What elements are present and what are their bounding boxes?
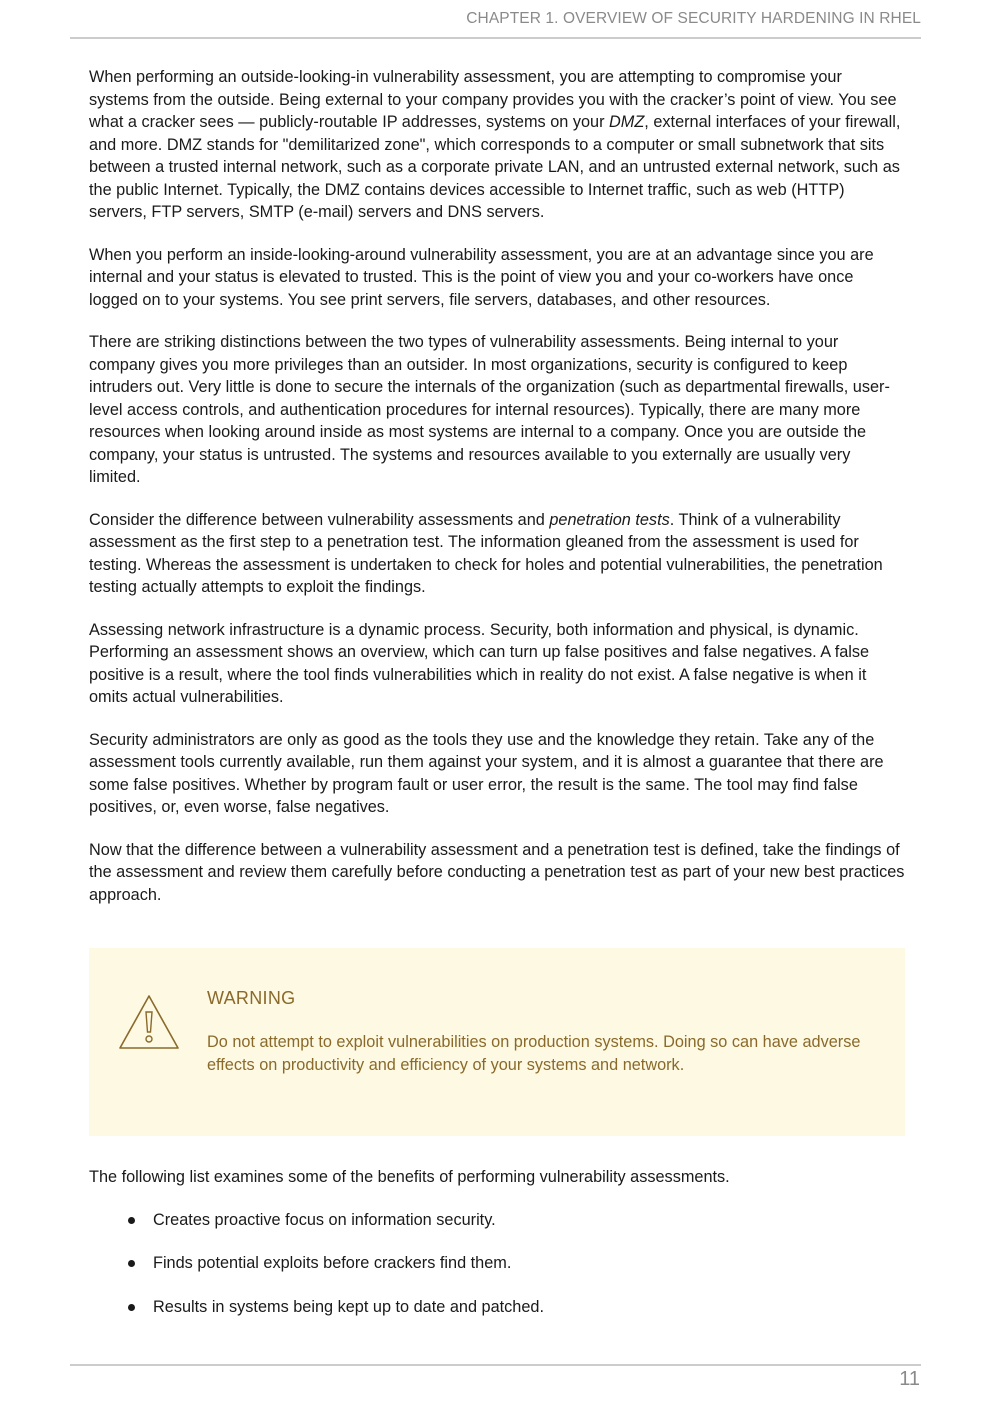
emphasis-penetration-tests: penetration tests xyxy=(549,510,670,529)
emphasis-dmz: DMZ xyxy=(609,113,645,131)
paragraph-inside-assessment: When you perform an inside-looking-around vulnerability assessment, you are at an advantage since you are internal and your status is elevated to trusted. This is the point of view you and your co-workers have once logged on to your systems. You see print servers, file servers, databases, and other resources. xyxy=(89,245,874,309)
paragraph-network-infrastructure: Assessing network infrastructure is a dynamic process. Security, both information and physical, is dynamic. Performing an assessment shows an overview, which can turn up false positives and false negatives. A false positive is a result, where the tool finds vulnerabilities which in reality do not exist. A false negative is when it omits actual vulnerabilities. xyxy=(89,620,870,706)
list-item-text: Results in systems being kept up to date and patched. xyxy=(153,1297,544,1316)
bullet-icon xyxy=(128,1304,135,1311)
list-intro: The following list examines some of the benefits of performing vulnerability assessments. xyxy=(89,1168,730,1186)
benefits-list xyxy=(89,1209,905,1319)
page-number: 11 xyxy=(899,1368,920,1390)
paragraph-penetration-tests xyxy=(89,509,905,599)
list-item-text: Creates proactive focus on information security. xyxy=(153,1210,496,1229)
paragraph-text: Consider the difference between vulnerability assessments and xyxy=(89,510,550,529)
warning-admonition xyxy=(89,948,905,1136)
bullet-icon xyxy=(128,1217,135,1224)
paragraph-security-administrators: Security administrators are only as good as the tools they use and the knowledge they retain. Take any of the assessment tools currently available, run them against your system, and it is almost a guarantee that there are some false positives. Whether by program fault or user error, the result is the same. The tool may find false positives, or, even worse, false negatives. xyxy=(89,730,884,816)
paragraph-text: . Think of a vulnerability assessment as the first step to a penetration test. The information gleaned from the assessment is used for testing. Whereas the assessment is undertaken to check for holes and potential vulnerabilities, the penetration testing actually attempts to exploit the findings. xyxy=(89,510,883,596)
list-item xyxy=(89,1209,905,1232)
list-item-text: Finds potential exploits before crackers find them. xyxy=(153,1254,512,1272)
paragraph-text: , external interfaces of your firewall, and more. DMZ stands for "demilitarized zone", which corresponds to a computer or small subnetwork that sits between a trusted internal network, such as a corporate private LAN, and an untrusted external network, such as the public Internet. Typically, the DMZ contains devices accessible to Internet traffic, such as web (HTTP) servers, FTP servers, SMTP (e-mail) servers and DNS servers. xyxy=(89,113,901,221)
bullet-icon xyxy=(128,1260,135,1267)
paragraph-text: When performing an outside-looking-in vulnerability assessment, you are attempting to compromise your systems from the outside. Being external to your company provides you with the cracker’s point of view. You see what a cracker sees — publicly-routable IP addresses, systems on your xyxy=(89,68,897,131)
paragraph-conclusion: Now that the difference between a vulnerability assessment and a penetration test is defined, take the findings of the assessment and review them carefully before conducting a penetration test as part of your new best practices approach. xyxy=(89,840,905,904)
list-item xyxy=(89,1296,905,1319)
paragraph-outside-assessment xyxy=(89,66,905,224)
paragraph-distinctions: There are striking distinctions between the two types of vulnerability assessments. Being internal to your company gives you more privileges than an outsider. In most organizations, security is configured to keep intruders out. Very little is done to secure the internals of the organization (such as departmental firewalls, user-level access controls, and authentication procedures for internal resources). Typically, there are many more resources when looking around inside as most systems are internal to a company. Once you are outside the company, your status is untrusted. The systems and resources available to you externally are usually very limited. xyxy=(89,333,890,486)
warning-title: WARNING xyxy=(207,988,296,1008)
footer-divider xyxy=(70,1364,921,1366)
header-divider xyxy=(70,37,921,39)
warning-triangle-icon xyxy=(118,994,180,1050)
running-header: CHAPTER 1. OVERVIEW OF SECURITY HARDENING IN RHEL xyxy=(466,10,921,27)
list-item xyxy=(89,1252,905,1275)
warning-body: Do not attempt to exploit vulnerabilities on production systems. Doing so can have adverse effects on productivity and efficiency of your systems and network. xyxy=(207,1033,861,1074)
page-content xyxy=(89,66,905,1339)
